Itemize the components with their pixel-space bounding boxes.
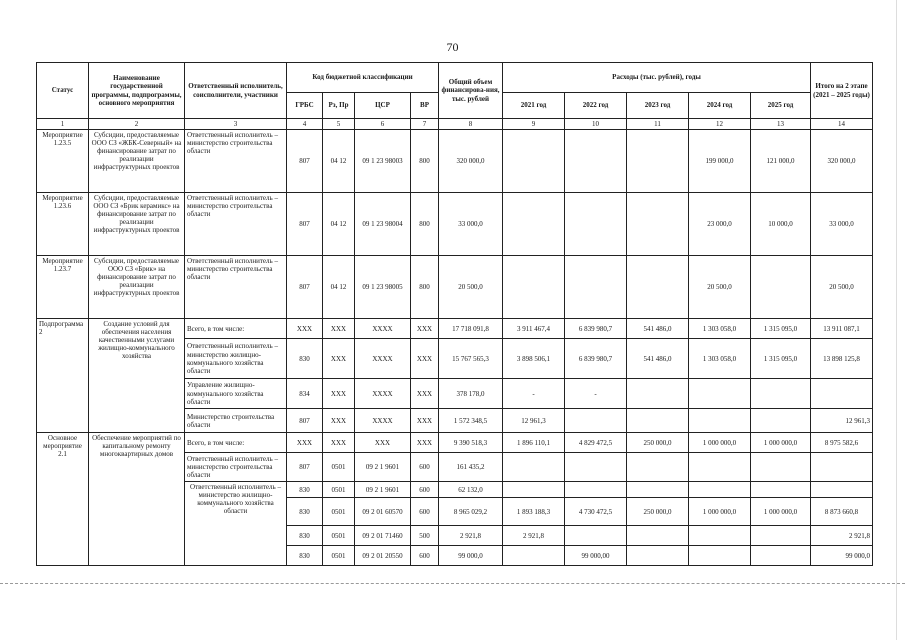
y2022-cell [565, 482, 627, 498]
y2025-cell: 1 000 000,0 [751, 433, 811, 453]
grbs-cell: 830 [287, 526, 323, 546]
grbs-cell: 830 [287, 482, 323, 498]
vr-cell: 500 [411, 526, 439, 546]
rzpr-cell: 0501 [323, 526, 355, 546]
grbs-cell: 807 [287, 256, 323, 319]
y2022-cell [565, 453, 627, 482]
y2023-cell [627, 546, 689, 566]
vr-cell: ХХХ [411, 379, 439, 409]
grbs-cell: ХХХ [287, 319, 323, 339]
grbs-cell: 807 [287, 193, 323, 256]
page-edge-line [0, 583, 905, 584]
total-cell: 17 718 091,8 [439, 319, 503, 339]
rzpr-cell: ХХХ [323, 433, 355, 453]
csr-cell: 09 1 23 98004 [355, 193, 411, 256]
y2022-cell: - [565, 379, 627, 409]
page-number: 70 [446, 40, 459, 54]
y2024-cell: 20 500,0 [689, 256, 751, 319]
y2022-cell [565, 526, 627, 546]
rzpr-cell: 04 12 [323, 193, 355, 256]
header-2021: 2021 год [503, 93, 565, 119]
rzpr-cell: ХХХ [323, 379, 355, 409]
header-rzpr: Рз, Пр [323, 93, 355, 119]
header-total-stage: Итого на 2 этапе (2021 – 2025 годы) [811, 63, 873, 119]
total-cell: 15 767 565,3 [439, 339, 503, 379]
total-cell: 2 921,8 [439, 526, 503, 546]
grbs-cell: 830 [287, 498, 323, 526]
rzpr-cell: 04 12 [323, 130, 355, 193]
col-number: 3 [185, 119, 287, 130]
status-cell: Основное мероприятие 2.1 [37, 433, 89, 566]
vr-cell: 800 [411, 193, 439, 256]
y2025-cell [751, 453, 811, 482]
stage-cell: 12 961,3 [811, 409, 873, 433]
y2024-cell [689, 482, 751, 498]
stage-cell: 8 873 660,8 [811, 498, 873, 526]
y2025-cell: 1 315 095,0 [751, 319, 811, 339]
csr-cell: 09 2 01 60570 [355, 498, 411, 526]
y2022-cell: 6 839 980,7 [565, 339, 627, 379]
csr-cell: ХХХХ [355, 339, 411, 379]
col-number: 11 [627, 119, 689, 130]
name-cell: Обеспечение мероприятий по капитальному ремонту многоквартирных домов [89, 433, 185, 566]
total-cell: 99 000,0 [439, 546, 503, 566]
table-row [37, 433, 873, 453]
header-status: Статус [37, 63, 89, 119]
responsible-cell: Ответственный исполнитель – министерство жилищно-коммунального хозяйства области [185, 482, 287, 566]
header-2025: 2025 год [751, 93, 811, 119]
stage-cell: 8 975 582,6 [811, 433, 873, 453]
col-number: 14 [811, 119, 873, 130]
rzpr-cell: 04 12 [323, 256, 355, 319]
y2024-cell [689, 453, 751, 482]
y2023-cell [627, 453, 689, 482]
responsible-cell: Ответственный исполнитель – министерство строительства области [185, 130, 287, 193]
vr-cell: 600 [411, 482, 439, 498]
vr-cell: ХХХ [411, 319, 439, 339]
y2021-cell [503, 256, 565, 319]
y2021-cell [503, 193, 565, 256]
status-cell: Мероприятие 1.23.5 [37, 130, 89, 193]
col-number: 6 [355, 119, 411, 130]
rzpr-cell: 0501 [323, 546, 355, 566]
vr-cell: 600 [411, 498, 439, 526]
grbs-cell: 830 [287, 339, 323, 379]
rzpr-cell: ХХХ [323, 339, 355, 379]
csr-cell: ХХХХ [355, 319, 411, 339]
name-cell: Создание условий для обеспечения населения качественными услугами жилищно-коммунального хозяйства [89, 319, 185, 433]
col-number: 8 [439, 119, 503, 130]
column-number-row [37, 119, 873, 130]
responsible-cell: Всего, в том числе: [185, 433, 287, 453]
csr-cell: 09 2 1 9601 [355, 482, 411, 498]
header-grbs: ГРБС [287, 93, 323, 119]
y2023-cell: 250 000,0 [627, 498, 689, 526]
name-cell: Субсидии, предоставляемые ООО СЗ «Брик керамикс» на финансирование затрат по реализации инфраструктурных проектов [89, 193, 185, 256]
header-name: Наименование государственной программы, подпрограммы, основного мероприятия [89, 63, 185, 119]
total-cell: 62 132,0 [439, 482, 503, 498]
y2022-cell [565, 130, 627, 193]
col-number: 4 [287, 119, 323, 130]
y2023-cell: 250 000,0 [627, 433, 689, 453]
stage-cell: 2 921,8 [811, 526, 873, 546]
rzpr-cell: ХХХ [323, 409, 355, 433]
y2024-cell [689, 409, 751, 433]
total-cell: 8 965 029,2 [439, 498, 503, 526]
y2022-cell: 4 829 472,5 [565, 433, 627, 453]
name-cell: Субсидии, предоставляемые ООО СЗ «ЖБК-Северный» на финансирование затрат по реализации инфраструктурных проектов [89, 130, 185, 193]
stage-cell: 20 500,0 [811, 256, 873, 319]
y2023-cell [627, 409, 689, 433]
grbs-cell: 807 [287, 453, 323, 482]
rzpr-cell: 0501 [323, 453, 355, 482]
grbs-cell: 830 [287, 546, 323, 566]
table-row [37, 319, 873, 339]
y2021-cell: 1 893 188,3 [503, 498, 565, 526]
responsible-cell: Министерство строительства области [185, 409, 287, 433]
y2022-cell [565, 193, 627, 256]
total-cell: 9 390 518,3 [439, 433, 503, 453]
y2021-cell: 3 911 467,4 [503, 319, 565, 339]
y2021-cell: 1 896 110,1 [503, 433, 565, 453]
col-number: 1 [37, 119, 89, 130]
y2024-cell: 1 303 058,0 [689, 319, 751, 339]
budget-table [36, 62, 873, 566]
y2024-cell: 1 000 000,0 [689, 498, 751, 526]
rzpr-cell: 0501 [323, 482, 355, 498]
table-row [37, 256, 873, 319]
y2023-cell [627, 379, 689, 409]
y2021-cell: 2 921,8 [503, 526, 565, 546]
y2024-cell [689, 546, 751, 566]
csr-cell: 09 2 01 71460 [355, 526, 411, 546]
name-cell: Субсидии, предоставляемые ООО СЗ «Брик» на финансирование затрат по реализации инфраструктурных проектов [89, 256, 185, 319]
y2023-cell: 541 486,0 [627, 319, 689, 339]
grbs-cell: ХХХ [287, 433, 323, 453]
y2021-cell [503, 130, 565, 193]
vr-cell: 600 [411, 546, 439, 566]
y2021-cell: 3 898 506,1 [503, 339, 565, 379]
table-row [37, 130, 873, 193]
y2025-cell: 121 000,0 [751, 130, 811, 193]
vr-cell: 600 [411, 453, 439, 482]
col-number: 7 [411, 119, 439, 130]
table-row [37, 193, 873, 256]
csr-cell: 09 1 23 98003 [355, 130, 411, 193]
grbs-cell: 807 [287, 130, 323, 193]
vr-cell: 800 [411, 130, 439, 193]
y2025-cell [751, 379, 811, 409]
csr-cell: 09 2 01 20550 [355, 546, 411, 566]
vr-cell: ХХХ [411, 409, 439, 433]
col-number: 10 [565, 119, 627, 130]
header-2023: 2023 год [627, 93, 689, 119]
csr-cell: 09 2 1 9601 [355, 453, 411, 482]
stage-cell: 320 000,0 [811, 130, 873, 193]
y2025-cell [751, 546, 811, 566]
vr-cell: 800 [411, 256, 439, 319]
stage-cell [811, 482, 873, 498]
header-vr: ВР [411, 93, 439, 119]
stage-cell: 13 898 125,8 [811, 339, 873, 379]
y2023-cell [627, 256, 689, 319]
responsible-cell: Ответственный исполнитель – министерство строительства области [185, 453, 287, 482]
y2024-cell: 23 000,0 [689, 193, 751, 256]
col-number: 5 [323, 119, 355, 130]
responsible-cell: Ответственный исполнитель – министерство строительства области [185, 256, 287, 319]
total-cell: 320 000,0 [439, 130, 503, 193]
total-cell: 378 178,0 [439, 379, 503, 409]
status-cell: Мероприятие 1.23.7 [37, 256, 89, 319]
header-csr: ЦСР [355, 93, 411, 119]
header-2022: 2022 год [565, 93, 627, 119]
y2024-cell: 1 303 058,0 [689, 339, 751, 379]
y2024-cell [689, 526, 751, 546]
total-cell: 161 435,2 [439, 453, 503, 482]
y2025-cell [751, 526, 811, 546]
y2022-cell: 4 730 472,5 [565, 498, 627, 526]
y2025-cell: 10 000,0 [751, 193, 811, 256]
stage-cell: 33 000,0 [811, 193, 873, 256]
y2021-cell: 12 961,3 [503, 409, 565, 433]
rzpr-cell: 0501 [323, 498, 355, 526]
y2023-cell [627, 130, 689, 193]
col-number: 12 [689, 119, 751, 130]
y2023-cell [627, 526, 689, 546]
stage-cell [811, 379, 873, 409]
col-number: 2 [89, 119, 185, 130]
y2021-cell: - [503, 379, 565, 409]
col-number: 9 [503, 119, 565, 130]
stage-cell: 99 000,0 [811, 546, 873, 566]
status-cell: Подпрограмма 2 [37, 319, 89, 433]
header-budget-code: Код бюджетной классификации [287, 63, 439, 93]
stage-cell [811, 453, 873, 482]
y2022-cell: 6 839 980,7 [565, 319, 627, 339]
rzpr-cell: ХХХ [323, 319, 355, 339]
csr-cell: ХХХХ [355, 409, 411, 433]
y2021-cell [503, 482, 565, 498]
grbs-cell: 807 [287, 409, 323, 433]
header-expenses: Расходы (тыс. рублей), годы [503, 63, 811, 93]
y2023-cell: 541 486,0 [627, 339, 689, 379]
header-responsible: Ответственный исполнитель, соисполнители, участники [185, 63, 287, 119]
grbs-cell: 834 [287, 379, 323, 409]
scan-edge [896, 0, 897, 640]
y2023-cell [627, 193, 689, 256]
status-cell: Мероприятие 1.23.6 [37, 193, 89, 256]
vr-cell: ХХХ [411, 433, 439, 453]
stage-cell: 13 911 087,1 [811, 319, 873, 339]
csr-cell: ХХХХ [355, 379, 411, 409]
y2022-cell [565, 409, 627, 433]
total-cell: 1 572 348,5 [439, 409, 503, 433]
y2024-cell: 1 000 000,0 [689, 433, 751, 453]
responsible-cell: Управление жилищно-коммунального хозяйства области [185, 379, 287, 409]
y2022-cell [565, 256, 627, 319]
y2023-cell [627, 482, 689, 498]
y2024-cell: 199 000,0 [689, 130, 751, 193]
total-cell: 20 500,0 [439, 256, 503, 319]
y2025-cell [751, 482, 811, 498]
y2025-cell: 1 000 000,0 [751, 498, 811, 526]
y2021-cell [503, 546, 565, 566]
header-total-volume: Общий объем финансирова-ния, тыс. рублей [439, 63, 503, 119]
y2025-cell [751, 409, 811, 433]
csr-cell: ХХХ [355, 433, 411, 453]
responsible-cell: Ответственный исполнитель – министерство строительства области [185, 193, 287, 256]
header-2024: 2024 год [689, 93, 751, 119]
y2022-cell: 99 000,00 [565, 546, 627, 566]
total-cell: 33 000,0 [439, 193, 503, 256]
y2024-cell [689, 379, 751, 409]
y2021-cell [503, 453, 565, 482]
y2025-cell [751, 256, 811, 319]
responsible-cell: Всего, в том числе: [185, 319, 287, 339]
col-number: 13 [751, 119, 811, 130]
responsible-cell: Ответственный исполнитель – министерство жилищно-коммунального хозяйства области [185, 339, 287, 379]
vr-cell: ХХХ [411, 339, 439, 379]
y2025-cell: 1 315 095,0 [751, 339, 811, 379]
csr-cell: 09 1 23 98005 [355, 256, 411, 319]
